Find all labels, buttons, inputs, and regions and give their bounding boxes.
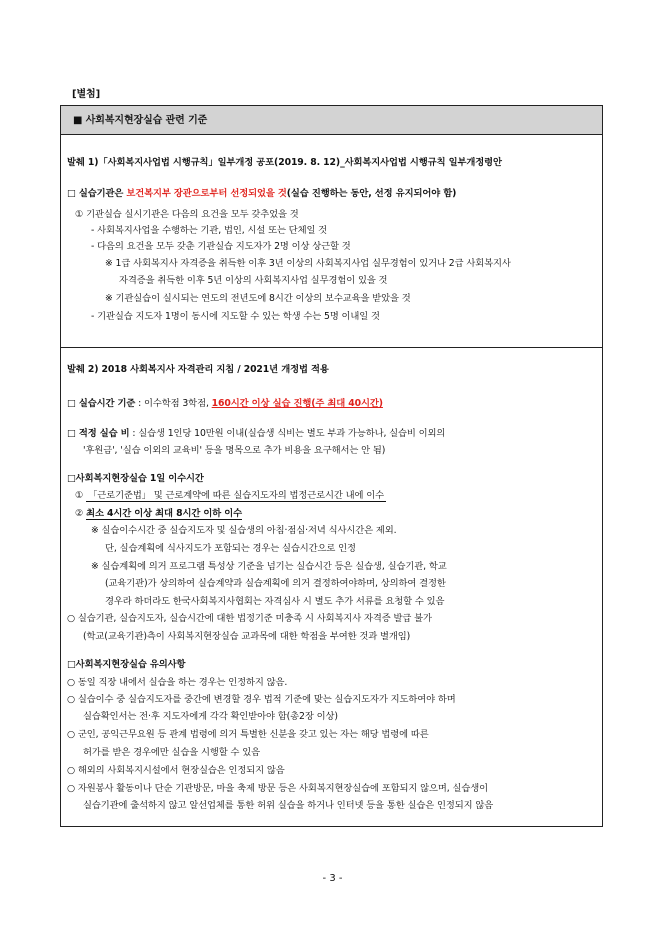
practice-cost <box>67 427 445 440</box>
caution-line: ○ 동일 직장 내에서 실습을 하는 경우는 인정하지 않음. <box>67 677 288 688</box>
caution-line: 실습확인서는 전·후 지도자에게 각각 확인받아야 함(총2장 이상) <box>83 711 338 722</box>
section1-title: 발췌 1)「사회복지사업법 시행규칙」일부개정 공포(2019. 8. 12)_사회복지사업법 시행규칙 일부개정령안 <box>67 157 502 168</box>
requirement-suffix: (실습 진행하는 동안, 선정 유지되어야 함) <box>286 188 457 199</box>
time-red: 160시간 이상 실습 진행(주 최대 40시간) <box>211 398 383 409</box>
daily-rule-2-text: 최소 4시간 이상 최대 8시간 이하 이수 <box>86 508 242 519</box>
note-line: ※ 실습이수시간 중 실습지도자 및 실습생의 아침·점심·저녁 식사시간은 제외. <box>91 525 397 536</box>
note-line: 경우라 하더라도 한국사회복지사협회는 자격심사 시 별도 추가 서류를 요청할 수 있음 <box>105 596 445 607</box>
note-line: ※ 실습계획에 의거 프로그램 특성상 기준을 넘기는 실습시간 등은 실습생, 실습기관, 학교 <box>91 561 447 572</box>
note-line: 단, 실습계획에 식사지도가 포함되는 경우는 실습시간으로 인정 <box>105 543 356 554</box>
caution-line: 허가를 받은 경우에만 실습을 시행할 수 있음 <box>83 747 260 758</box>
requirement-red: 보건복지부 장관으로부터 선정되었을 것 <box>126 188 287 199</box>
time-label: □ 실습시간 기준 <box>67 398 136 409</box>
section-divider <box>61 347 602 348</box>
cost-label: □ 적정 실습 비 <box>67 428 130 439</box>
section-header <box>61 106 602 135</box>
section-header-title: ■ 사회복지현장실습 관련 기준 <box>73 115 208 126</box>
caution-line: ○ 자원봉사 활동이나 단순 기관방문, 마을 축제 방문 등은 사회복지현장실습에 포함되지 않으며, 실습생이 <box>67 783 488 794</box>
daily-rule-1-text: 「근로기준법」 및 근로계약에 따른 실습지도자의 법정근로시간 내에 이수 <box>88 490 385 501</box>
time-text: : 이수학점 3학점, <box>135 398 212 409</box>
section1-line: - 사회복지사업을 수행하는 기관, 법인, 시설 또는 단체일 것 <box>91 225 328 236</box>
attachment-label: [별첨] <box>72 89 101 100</box>
caution-line: ○ 해외의 사회복지시설에서 현장실습은 인정되지 않음 <box>67 765 285 776</box>
daily-rule-1 <box>75 489 386 502</box>
document-box <box>60 105 603 827</box>
caution-line: ○ 실습이수 중 실습지도자를 중간에 변경할 경우 법적 기준에 맞는 실습지도자가 지도하여야 하며 <box>67 694 456 705</box>
section1-requirement <box>67 187 456 200</box>
section2-title: 발췌 2) 2018 사회복지사 자격관리 지침 / 2021년 개정법 적용 <box>67 364 329 375</box>
requirement-prefix: □ 실습기관은 <box>67 188 127 199</box>
section1-line: - 기관실습 지도자 1명이 동시에 지도할 수 있는 학생 수는 5명 이내일 것 <box>91 311 380 322</box>
section1-line: - 다음의 요건을 모두 갖춘 기관실습 지도자가 2명 이상 상근할 것 <box>91 241 351 252</box>
cost-line2: '후원금', '실습 이외의 교육비' 등을 명목으로 추가 비용을 요구해서는 안 됨) <box>83 445 386 456</box>
caution-line: ○ 군인, 공익근무요원 등 관계 법령에 의거 특별한 신분을 갖고 있는 자는 해당 법령에 따른 <box>67 729 429 740</box>
note-line: (학교(교육기관)측이 사회복지현장실습 교과목에 대한 학점을 부여한 것과 별개임) <box>83 631 411 642</box>
daily-hours-title: □사회복지현장실습 1일 이수시간 <box>67 473 204 484</box>
cost-text: : 실습생 1인당 10만원 이내(실습생 식비는 별도 부과 가능하나, 실습비 이외의 <box>129 428 446 439</box>
section1-line: ※ 1급 사회복지사 자격증을 취득한 이후 3년 이상의 사회복지사업 실무경험이 있거나 2급 사회복지사 <box>105 258 511 269</box>
page-number: - 3 - <box>322 873 343 884</box>
caution-title: □사회복지현장실습 유의사항 <box>67 659 186 670</box>
caution-line: 실습기관에 출석하지 않고 알선업체를 통한 허위 실습을 하거나 인터넷 등을 통한 실습은 인정되지 않음 <box>83 800 494 811</box>
note-line: (교육기관)가 상의하여 실습계약과 실습계획에 의거 결정하여야하며, 상의하여 결정한 <box>105 578 446 589</box>
section1-line: ※ 기관실습이 실시되는 연도의 전년도에 8시간 이상의 보수교육을 받았을 것 <box>105 293 411 304</box>
practice-time-criteria <box>67 397 383 410</box>
daily-rule-1-num: ① <box>75 490 84 501</box>
daily-rule-2-num: ② <box>75 508 84 519</box>
daily-rule-2 <box>75 507 242 520</box>
section1-line: ① 기관실습 실시기관은 다음의 요건을 모두 갖추었을 것 <box>75 209 299 220</box>
section1-line: 자격증을 취득한 이후 5년 이상의 사회복지사업 실무경험이 있을 것 <box>119 275 388 286</box>
note-line: ○ 실습기관, 실습지도자, 실습시간에 대한 법정기준 미충족 시 사회복지사 자격증 발급 불가 <box>67 613 432 624</box>
